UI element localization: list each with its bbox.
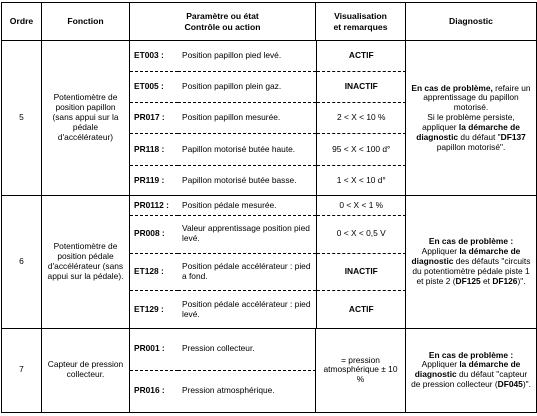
param-label: Papillon motorisé butée haute. bbox=[178, 134, 316, 165]
param-row bbox=[130, 41, 406, 71]
header-parametre bbox=[130, 3, 316, 41]
diagnostic-cell bbox=[406, 328, 537, 412]
param-row bbox=[130, 134, 406, 165]
header-parametre-text: Paramètre ou état Contrôle ou action bbox=[184, 11, 261, 32]
param-value: 1 < X < 10 d° bbox=[316, 165, 406, 195]
diag-lead: En cas de problème : bbox=[428, 349, 514, 360]
header-diagnostic: Diagnostic bbox=[406, 3, 537, 41]
diag-lead: En cas de problème, bbox=[411, 82, 493, 93]
diag-text: papillon motorisé". bbox=[436, 141, 506, 152]
param-row bbox=[130, 165, 406, 195]
diag-text: refaire un apprentissage du papillon motorisé. Si le problème persiste, appliquer bbox=[422, 82, 531, 133]
diag-text: des défauts "circuits du potentiomètre pédale piste 1 et piste 2 ( bbox=[412, 256, 531, 286]
param-code: ET128 : bbox=[130, 253, 178, 291]
param-label: Pression atmosphérique. bbox=[178, 370, 316, 412]
diag-text: du défaut "capteur de pression collecteur ( bbox=[411, 369, 528, 390]
diag-bold: la démarche de diagnostic bbox=[416, 122, 520, 143]
param-value: ACTIF bbox=[316, 41, 406, 71]
diagnostic-table bbox=[1, 2, 537, 413]
param-group bbox=[130, 328, 316, 412]
param-value: ACTIF bbox=[316, 291, 406, 328]
param-row bbox=[130, 253, 406, 291]
param-row bbox=[130, 370, 316, 412]
param-row bbox=[130, 71, 406, 102]
param-code: ET129 : bbox=[130, 291, 178, 328]
param-value: 0 < X < 0,5 V bbox=[316, 215, 406, 253]
param-subtable bbox=[130, 329, 316, 412]
diag-text: Appliquer bbox=[421, 359, 458, 370]
param-code: PR001 : bbox=[134, 343, 165, 354]
param-value-merged: = pression atmosphérique ± 10 % bbox=[316, 328, 406, 412]
param-group bbox=[130, 196, 406, 328]
diag-text: )". bbox=[522, 379, 531, 390]
param-row bbox=[130, 215, 406, 253]
param-subtable bbox=[130, 41, 406, 195]
header-visualisation bbox=[316, 3, 406, 41]
param-value: INACTIF bbox=[316, 253, 406, 291]
fonction-cell: Capteur de pression collecteur. bbox=[42, 328, 130, 412]
table-row bbox=[2, 196, 537, 328]
diag-bold: DF137 bbox=[500, 132, 526, 143]
ordre-cell: 5 bbox=[2, 41, 42, 196]
param-code: PR118 : bbox=[130, 134, 178, 165]
param-label: Position pédale accélérateur : pied levé. bbox=[178, 291, 316, 328]
param-row bbox=[130, 291, 406, 328]
diag-text: et bbox=[480, 275, 493, 286]
param-label: Papillon motorisé butée basse. bbox=[178, 165, 316, 195]
param-label: Position papillon pied levé. bbox=[182, 49, 282, 60]
param-row bbox=[130, 102, 406, 133]
header-fonction: Fonction bbox=[42, 3, 130, 41]
param-code: PR119 : bbox=[130, 165, 178, 195]
param-subtable bbox=[130, 196, 406, 327]
param-group bbox=[130, 41, 406, 196]
header-visualisation-text: Visualisation et remarques bbox=[333, 11, 388, 32]
param-label: Position pédale accélérateur : pied a fond. bbox=[178, 253, 316, 291]
ordre-cell: 7 bbox=[2, 328, 42, 412]
param-code: PR017 : bbox=[130, 102, 178, 133]
param-label: Position papillon plein gaz. bbox=[178, 71, 316, 102]
param-code: PR008 : bbox=[130, 215, 178, 253]
diag-bold: la démarche de diagnostic bbox=[414, 359, 521, 380]
diag-bold: DF045 bbox=[497, 379, 523, 390]
diag-lead: En cas de problème : bbox=[428, 236, 514, 247]
param-code: ET003 : bbox=[134, 49, 164, 60]
param-row bbox=[130, 329, 316, 371]
diag-text: Appliquer bbox=[421, 246, 458, 257]
param-code: PR016 : bbox=[130, 370, 178, 412]
param-label: Position pédale mesurée. bbox=[182, 199, 277, 210]
table-row bbox=[2, 41, 537, 196]
param-label: Position papillon mesurée. bbox=[178, 102, 316, 133]
diagnostic-cell bbox=[406, 41, 537, 196]
param-value: 95 < X < 100 d° bbox=[316, 134, 406, 165]
fonction-cell: Potentiomètre de position papillon (sans appui sur la pédale d'accélérateur) bbox=[42, 41, 130, 196]
diag-text: )". bbox=[517, 275, 526, 286]
param-row bbox=[130, 196, 406, 215]
diag-bold: DF126 bbox=[492, 275, 518, 286]
header-row bbox=[2, 3, 537, 41]
param-code: ET005 : bbox=[130, 71, 178, 102]
param-code: PR0112 : bbox=[134, 199, 169, 210]
diagnostic-cell bbox=[406, 196, 537, 328]
diag-text: du défaut " bbox=[458, 132, 501, 143]
table-row bbox=[2, 328, 537, 412]
param-label: Valeur apprentissage position pied levé. bbox=[178, 215, 316, 253]
diag-bold: la démarche de diagnostic bbox=[411, 246, 521, 267]
ordre-cell: 6 bbox=[2, 196, 42, 328]
param-value: INACTIF bbox=[316, 71, 406, 102]
param-value: 0 < X < 1 % bbox=[316, 196, 406, 215]
header-ordre: Ordre bbox=[2, 3, 42, 41]
param-value: 2 < X < 10 % bbox=[316, 102, 406, 133]
fonction-cell: Potentiomètre de position pédale d'accélérateur (sans appui sur la pédale). bbox=[42, 196, 130, 328]
diag-bold: DF125 bbox=[455, 275, 481, 286]
param-label: Pression collecteur. bbox=[182, 343, 255, 354]
